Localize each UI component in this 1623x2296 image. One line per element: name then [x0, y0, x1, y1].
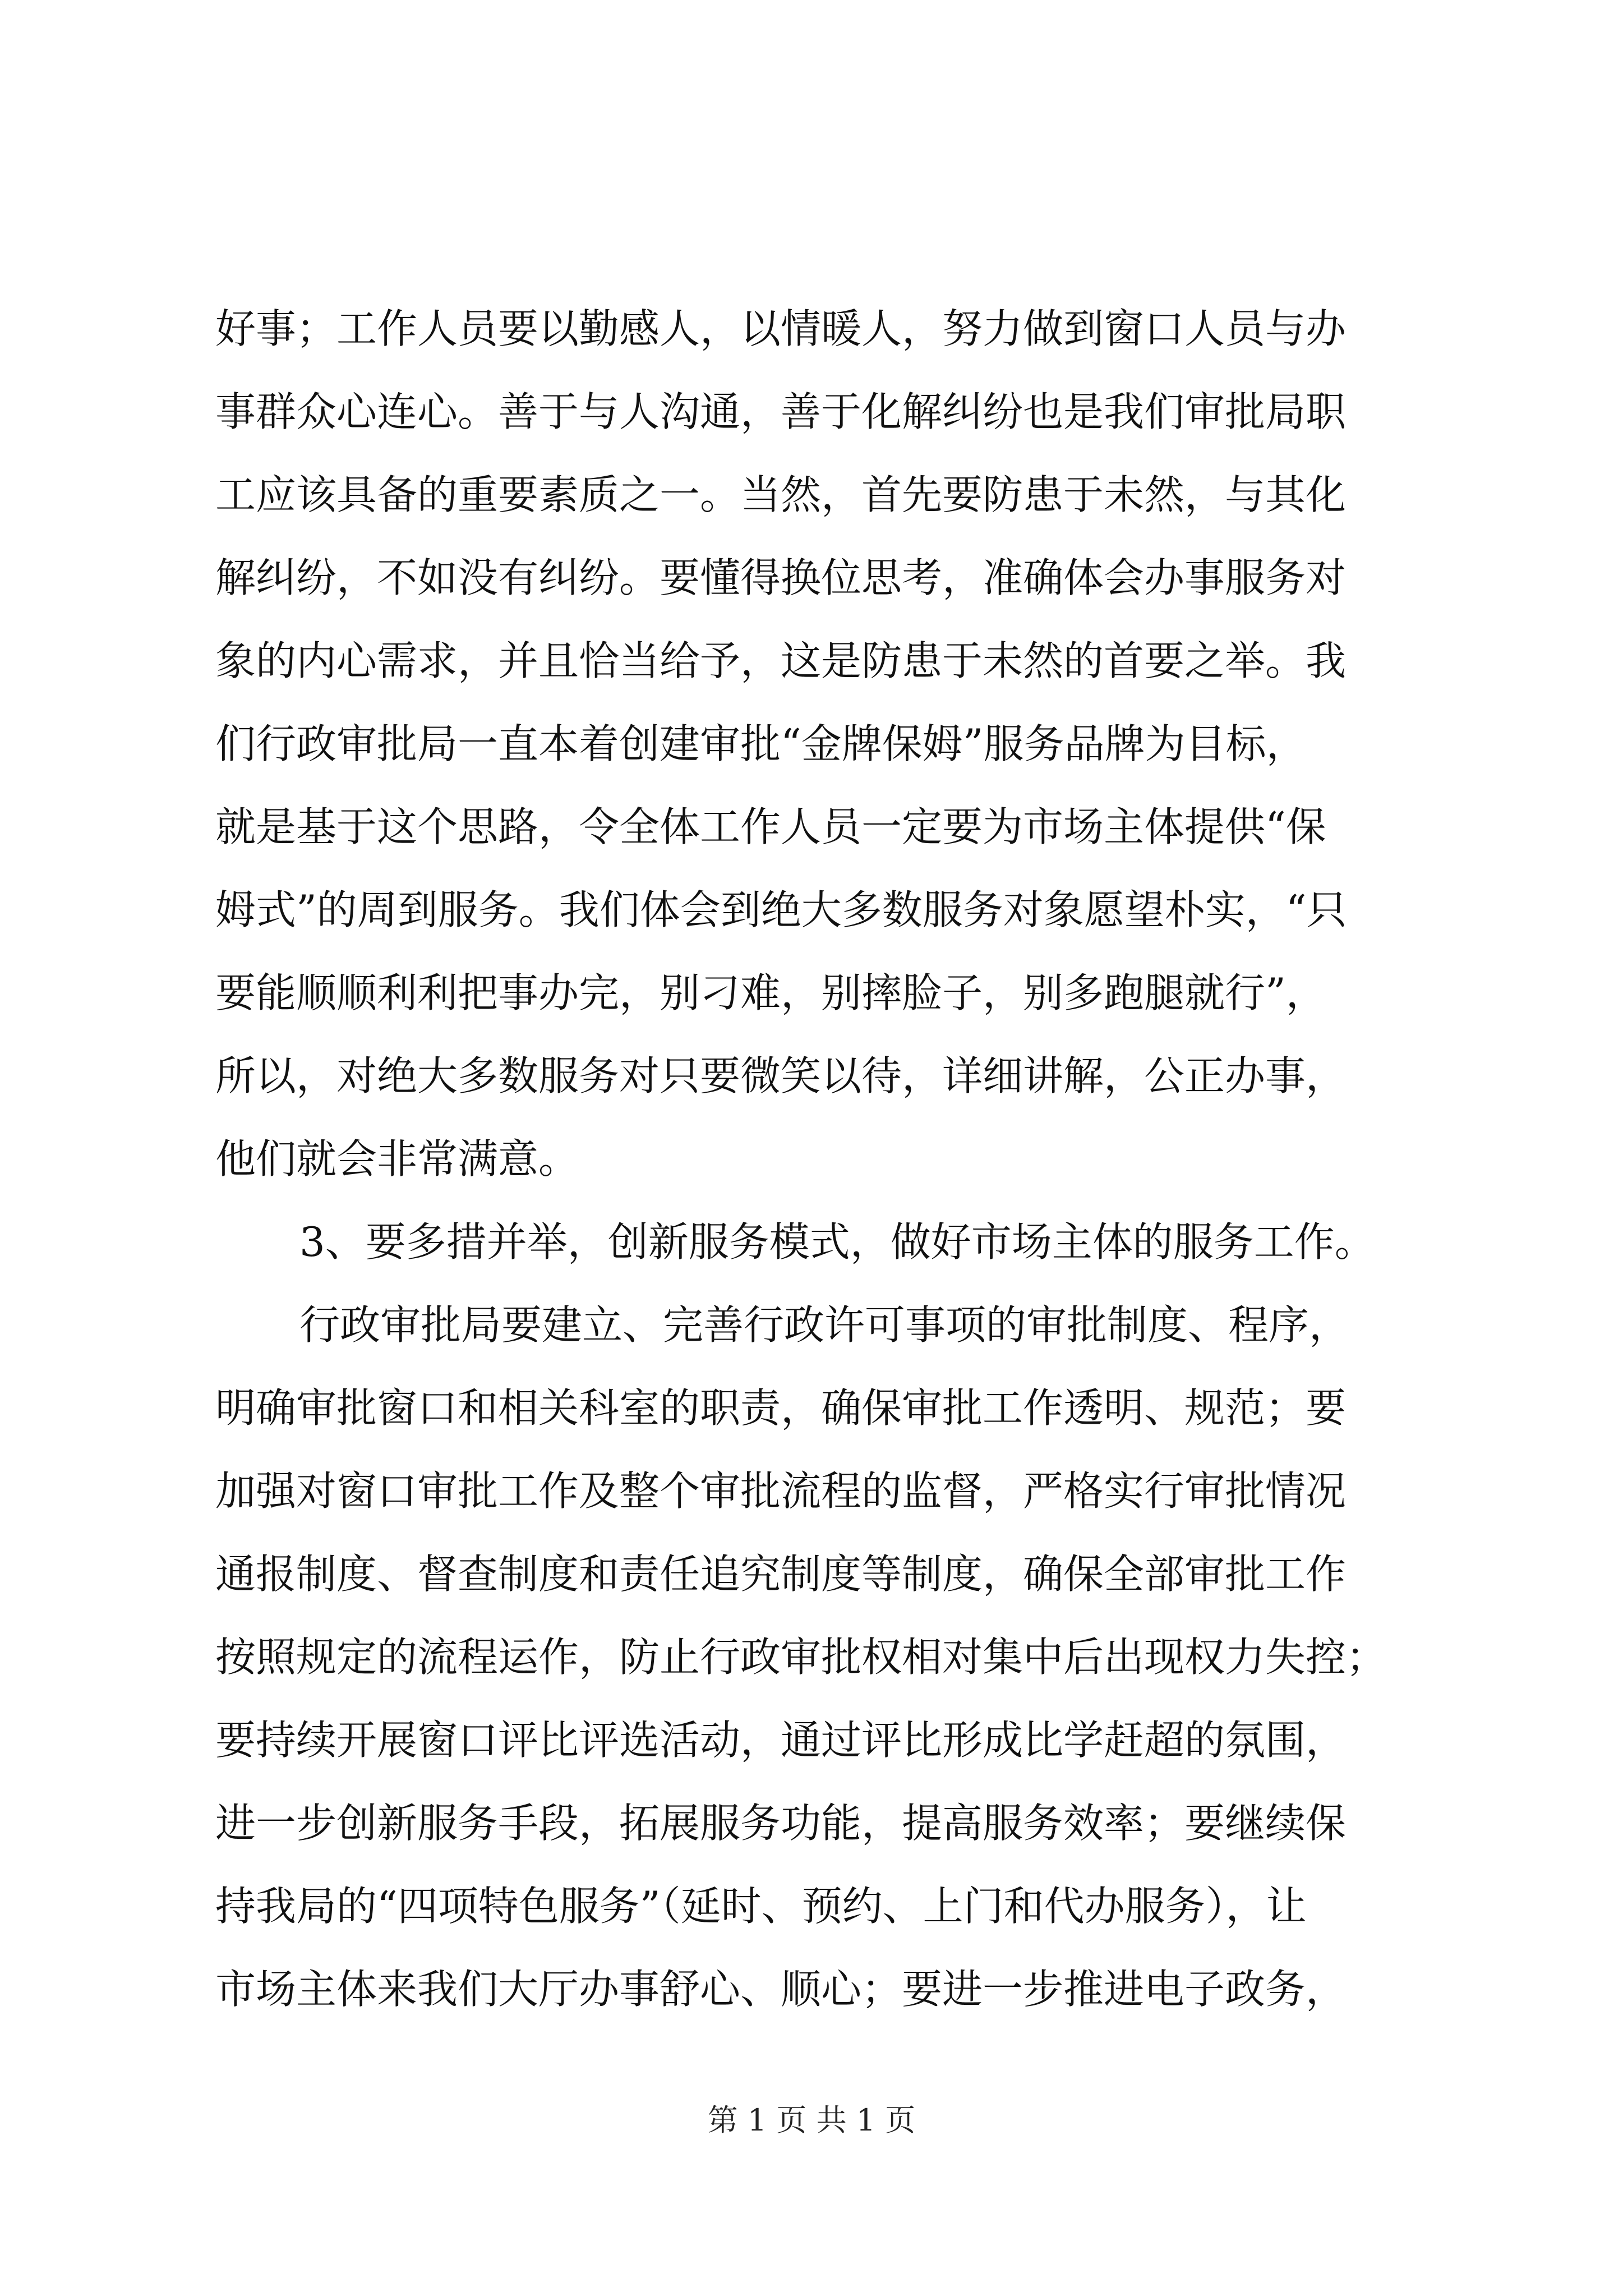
text-line: 好事；工作人员要以勤感人，以情暖人，努力做到窗口人员与办 — [215, 305, 1347, 352]
text-line: 他们就会非常满意。 — [215, 1135, 579, 1182]
text-line: 姆式”的周到服务。我们体会到绝大多数服务对象愿望朴实，“只 — [215, 886, 1347, 933]
text-line: 工应该具备的重要素质之一。当然，首先要防患于未然，与其化 — [215, 471, 1347, 518]
text-line: 要持续开展窗口评比评选活动，通过评比形成比学赶超的氛围， — [215, 1717, 1347, 1764]
text-line: 按照规定的流程运作，防止行政审批权相对集中后出现权力失控； — [215, 1634, 1387, 1681]
text-line: 加强对窗口审批工作及整个审批流程的监督，严格实行审批情况 — [215, 1467, 1347, 1515]
page-footer: 第 1 页 共 1 页 — [707, 2102, 916, 2138]
text-line: 行政审批局要建立、完善行政许可事项的审批制度、程序， — [299, 1301, 1350, 1349]
section-heading: 3、要多措并举，创新服务模式，做好市场主体的服务工作。 — [299, 1218, 1375, 1266]
text-line: 就是基于这个思路，令全体工作人员一定要为市场主体提供“保 — [215, 803, 1326, 850]
text-line: 进一步创新服务手段，拓展服务功能，提高服务效率；要继续保 — [215, 1800, 1347, 1847]
text-line: 市场主体来我们大厅办事舒心、顺心；要进一步推进电子政务， — [215, 1966, 1347, 2013]
text-line: 通报制度、督查制度和责任追究制度等制度，确保全部审批工作 — [215, 1550, 1347, 1598]
text-line: 明确审批窗口和相关科室的职责，确保审批工作透明、规范；要 — [215, 1384, 1347, 1432]
text-line: 解纠纷，不如没有纠纷。要懂得换位思考，准确体会办事服务对 — [215, 554, 1347, 601]
text-line: 持我局的“四项特色服务”（延时、预约、上门和代办服务），让 — [215, 1883, 1307, 1930]
text-line: 所以，对绝大多数服务对只要微笑以待，详细讲解，公正办事， — [215, 1052, 1347, 1099]
text-line: 象的内心需求，并且恰当给予，这是防患于未然的首要之举。我 — [215, 637, 1347, 684]
body-text — [215, 287, 1433, 2031]
text-line: 要能顺顺利利把事办完，别刁难，别摔脸子，别多跑腿就行”， — [215, 969, 1326, 1016]
text-line: 事群众心连心。善于与人沟通，善于化解纠纷也是我们审批局职 — [215, 388, 1347, 435]
text-line: 们行政审批局一直本着创建审批“金牌保姆”服务品牌为目标， — [215, 720, 1307, 767]
